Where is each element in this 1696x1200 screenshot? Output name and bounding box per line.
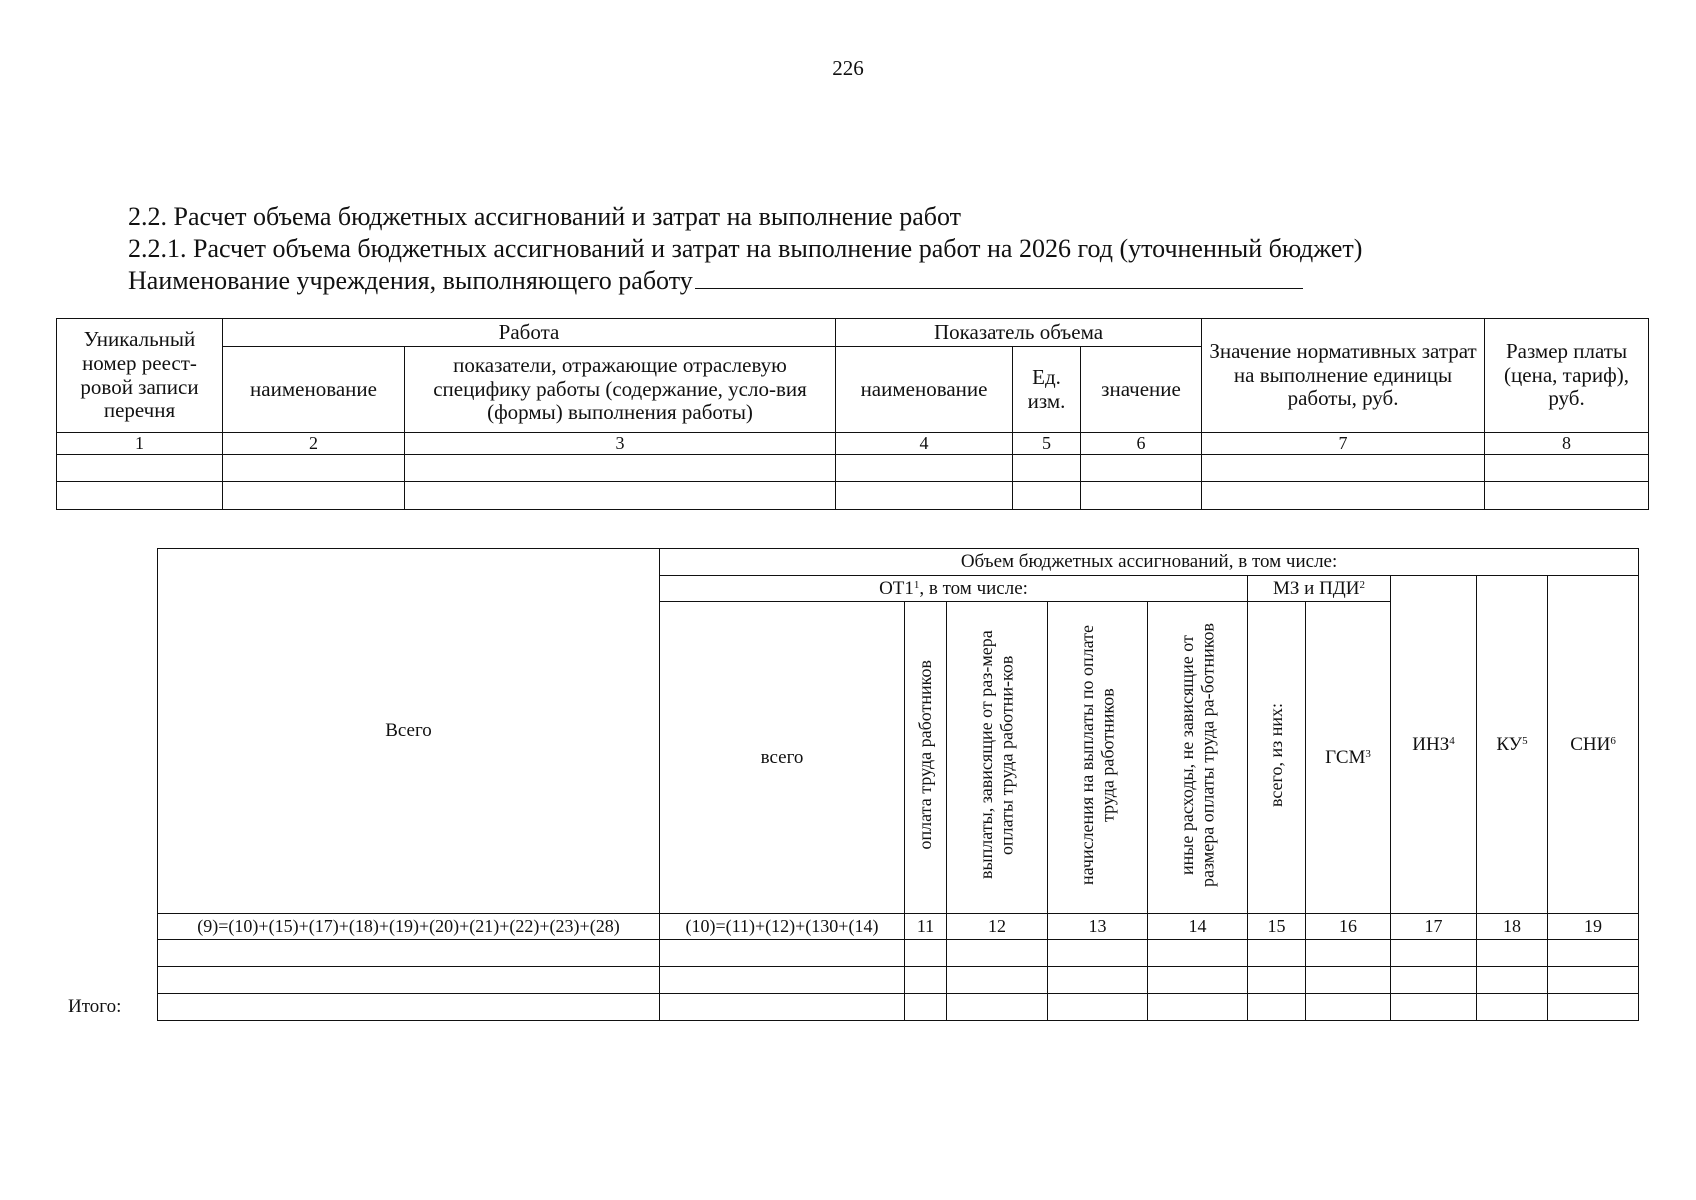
headings-block (128, 201, 1362, 297)
empty-cell[interactable] (660, 994, 905, 1021)
header-ot1-tail: , в том числе: (919, 577, 1028, 599)
empty-cell[interactable] (836, 455, 1013, 482)
empty-cell[interactable] (1048, 967, 1148, 994)
column-number: 8 (1485, 433, 1649, 455)
empty-cell[interactable] (1048, 994, 1148, 1021)
header-ot1 (660, 576, 1248, 602)
footnote-mark: 3 (1365, 747, 1371, 760)
column-number: 16 (1306, 914, 1391, 940)
empty-cell[interactable] (1477, 994, 1548, 1021)
column-formula: (9)=(10)+(15)+(17)+(18)+(19)+(20)+(21)+(22)+(23)+(28) (158, 914, 660, 940)
column-number: 5 (1013, 433, 1081, 455)
header-work-name: наименование (223, 347, 405, 433)
subsection-heading: 2.2.1. Расчет объема бюджетных ассигнований и затрат на выполнение работ на 2026 год (уточненный бюджет) (128, 234, 1363, 263)
header-mz-total (1248, 602, 1306, 914)
empty-cell[interactable] (158, 994, 660, 1021)
header-work: Работа (223, 319, 836, 347)
empty-cell[interactable] (1548, 994, 1639, 1021)
institution-blank-line[interactable] (695, 266, 1303, 289)
column-number: 11 (905, 914, 947, 940)
header-ot1-total: всего (660, 602, 905, 914)
empty-cell[interactable] (1391, 994, 1477, 1021)
header-volume-name: наименование (836, 347, 1013, 433)
empty-cell[interactable] (1202, 455, 1485, 482)
empty-cell[interactable] (1013, 482, 1081, 510)
empty-cell[interactable] (836, 482, 1013, 510)
empty-cell[interactable] (660, 967, 905, 994)
header-volume-unit: Ед. изм. (1013, 347, 1081, 433)
empty-cell[interactable] (1485, 482, 1649, 510)
budget-allocation-table (157, 548, 1639, 1021)
footnote-mark: 2 (1359, 578, 1365, 591)
footnote-mark: 6 (1610, 734, 1616, 747)
header-volume-value: значение (1081, 347, 1202, 433)
header-ot1-wages (905, 602, 947, 914)
empty-cell[interactable] (405, 482, 836, 510)
header-ot1-accruals (1048, 602, 1148, 914)
column-formula: (10)=(11)+(12)+(130+(14) (660, 914, 905, 940)
empty-cell[interactable] (1477, 940, 1548, 967)
column-number: 14 (1148, 914, 1248, 940)
header-ot1-label: ОТ1 (879, 577, 914, 599)
header-ku-label: КУ (1496, 733, 1523, 755)
empty-cell[interactable] (405, 455, 836, 482)
header-budget-volume: Объем бюджетных ассигнований, в том числе: (660, 549, 1639, 576)
column-number: 15 (1248, 914, 1306, 940)
header-volume-indicator: Показатель объема (836, 319, 1202, 347)
empty-cell[interactable] (1306, 940, 1391, 967)
empty-cell[interactable] (1548, 940, 1639, 967)
empty-cell[interactable] (158, 967, 660, 994)
header-unique-number: Уникальный номер реест-ровой записи перечня (57, 319, 223, 433)
empty-cell[interactable] (1048, 940, 1148, 967)
empty-cell[interactable] (905, 967, 947, 994)
empty-cell[interactable] (1548, 967, 1639, 994)
institution-line (128, 265, 1362, 297)
empty-cell[interactable] (947, 994, 1048, 1021)
empty-cell[interactable] (57, 482, 223, 510)
footnote-mark: 5 (1522, 734, 1528, 747)
empty-cell[interactable] (223, 482, 405, 510)
empty-cell[interactable] (947, 940, 1048, 967)
column-number: 3 (405, 433, 836, 455)
header-ot1-wages-label: оплата труда работников (915, 660, 936, 850)
empty-cell[interactable] (1081, 455, 1202, 482)
table-row (158, 967, 1639, 994)
column-number: 6 (1081, 433, 1202, 455)
header-mz-total-label: всего, из них: (1266, 702, 1287, 807)
institution-label: Наименование учреждения, выполняющего работу (128, 266, 693, 295)
empty-cell[interactable] (1485, 455, 1649, 482)
empty-cell[interactable] (1477, 967, 1548, 994)
header-normative-costs: Значение нормативных затрат на выполнение единицы работы, руб. (1202, 319, 1485, 433)
section-heading: 2.2. Расчет объема бюджетных ассигнований и затрат на выполнение работ (128, 202, 961, 231)
total-label: Итого: (68, 996, 122, 1017)
header-ot1-other-expenses (1148, 602, 1248, 914)
column-number: 17 (1391, 914, 1477, 940)
table-row (57, 455, 1649, 482)
work-volume-table (56, 318, 1649, 510)
empty-cell[interactable] (1148, 940, 1248, 967)
column-number: 7 (1202, 433, 1485, 455)
page-number: 226 (832, 56, 864, 80)
empty-cell[interactable] (1248, 940, 1306, 967)
empty-cell[interactable] (1248, 967, 1306, 994)
empty-cell[interactable] (1306, 967, 1391, 994)
header-sni-label: СНИ (1570, 733, 1611, 755)
header-fee-size: Размер платы (цена, тариф), руб. (1485, 319, 1649, 433)
empty-cell[interactable] (947, 967, 1048, 994)
empty-cell[interactable] (1306, 994, 1391, 1021)
column-number: 1 (57, 433, 223, 455)
header-sni (1548, 576, 1639, 914)
total-row (158, 994, 1639, 1021)
header-gsm (1306, 602, 1391, 914)
column-number: 2 (223, 433, 405, 455)
footnote-mark: 4 (1449, 734, 1455, 747)
header-ku (1477, 576, 1548, 914)
empty-cell[interactable] (1391, 967, 1477, 994)
header-inz-label: ИНЗ (1412, 733, 1450, 755)
column-number: 4 (836, 433, 1013, 455)
table-row (158, 940, 1639, 967)
empty-cell[interactable] (905, 994, 947, 1021)
empty-cell[interactable] (1148, 994, 1248, 1021)
header-ot1-other-expenses-label: иные расходы, не зависящие от размера оплаты труда ра-ботников (1176, 622, 1218, 887)
empty-cell[interactable] (1148, 967, 1248, 994)
empty-cell[interactable] (660, 940, 905, 967)
empty-cell[interactable] (1081, 482, 1202, 510)
header-work-indicators: показатели, отражающие отраслевую специфику работы (содержание, усло-вия (формы) выполнения работы) (405, 347, 836, 433)
header-mz-pdi (1248, 576, 1391, 602)
empty-cell[interactable] (57, 455, 223, 482)
header-total: Всего (158, 549, 660, 914)
header-inz (1391, 576, 1477, 914)
empty-cell[interactable] (1248, 994, 1306, 1021)
header-ot1-dependent-payments-label: выплаты, зависящие от раз-мера оплаты труда работни-ков (976, 630, 1017, 880)
footnote-mark: 1 (913, 578, 920, 591)
header-mz-pdi-label: МЗ и ПДИ (1273, 577, 1360, 599)
empty-cell[interactable] (158, 940, 660, 967)
empty-cell[interactable] (1391, 940, 1477, 967)
empty-cell[interactable] (1202, 482, 1485, 510)
column-number: 12 (947, 914, 1048, 940)
empty-cell[interactable] (905, 940, 947, 967)
column-number: 18 (1477, 914, 1548, 940)
table-row (57, 482, 1649, 510)
column-number: 13 (1048, 914, 1148, 940)
empty-cell[interactable] (1013, 455, 1081, 482)
header-gsm-label: ГСМ (1325, 746, 1366, 768)
empty-cell[interactable] (223, 455, 405, 482)
column-number: 19 (1548, 914, 1639, 940)
header-ot1-dependent-payments (947, 602, 1048, 914)
header-ot1-accruals-label: начисления на выплаты по оплате труда работников (1076, 624, 1118, 885)
